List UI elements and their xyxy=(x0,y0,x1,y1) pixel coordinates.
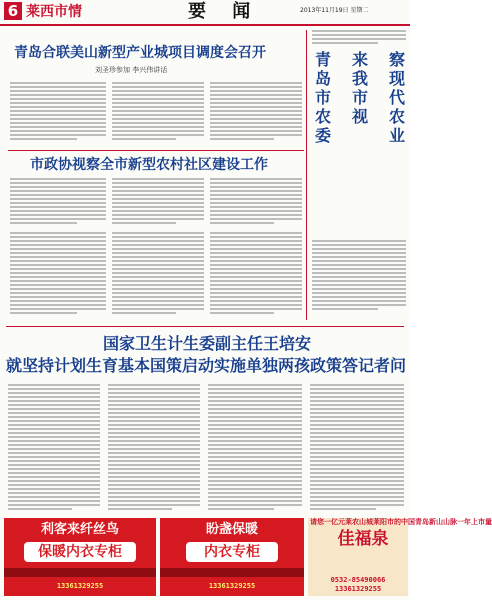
page-title: 要 闻 xyxy=(188,1,261,22)
side-headline-col-3: 察现代农业 xyxy=(388,50,405,145)
ad-3-phones: 0532-85490066 13361329255 xyxy=(330,576,386,593)
ad-2-phone: 13361329255 xyxy=(208,582,256,590)
side-headline-col-1: 青岛市农委 xyxy=(314,50,331,145)
ad-1-phone: 13361329255 xyxy=(56,582,104,590)
article-1-headline: 青岛合联美山新型产业城项目调度会召开 xyxy=(14,45,266,61)
page-number: 6 xyxy=(4,2,22,20)
masthead-rule xyxy=(0,24,410,26)
ad-underwear-2 xyxy=(160,518,304,596)
article-1-col-3 xyxy=(210,82,302,146)
ad-3-brand-logo: 佳福泉 xyxy=(337,529,389,549)
article-1-col-1 xyxy=(10,82,106,146)
article-2-col-3 xyxy=(210,178,302,226)
section-title: 莱西市情 xyxy=(26,4,82,20)
article-2-cont-1 xyxy=(10,232,106,320)
article-2-headline: 市政协视察全市新型农村社区建设工作 xyxy=(30,157,268,173)
article-3-col-2 xyxy=(108,384,200,512)
ad-1-bar xyxy=(4,568,156,577)
side-article-lead xyxy=(312,30,406,48)
ad-2-title: 盼盏保暖 xyxy=(205,522,258,537)
divider xyxy=(8,150,304,151)
article-2-cont-3 xyxy=(210,232,302,320)
article-2-col-1 xyxy=(10,178,106,226)
ad-2-subtitle: 内衣专柜 xyxy=(186,542,278,562)
article-1-byline: 刘圣珍参加 李兴伟讲话 xyxy=(95,66,168,74)
side-headline-col-2: 来我市视 xyxy=(351,50,368,126)
ad-jiafuquan xyxy=(308,518,492,596)
ad-2-bar xyxy=(160,568,304,577)
article-2-col-2 xyxy=(112,178,204,226)
column-divider xyxy=(306,30,307,320)
side-article-body xyxy=(312,240,406,318)
section-divider xyxy=(6,326,404,327)
ad-1-subtitle: 保暖内衣专柜 xyxy=(24,542,136,562)
article-1-col-2 xyxy=(112,82,204,146)
article-3-headline-line-2: 就坚持计划生育基本国策启动实施单独两孩政策答记者问 xyxy=(6,356,407,375)
article-3-col-1 xyxy=(8,384,100,512)
side-article-headline xyxy=(312,50,408,236)
article-3-headline-line-1: 国家卫生计生委副主任王培安 xyxy=(102,334,311,353)
article-3-col-3 xyxy=(208,384,302,512)
ad-underwear-1 xyxy=(4,518,156,596)
ad-3-headline: 请您一亿元莱农山城莱阳市的中国青岛新山山脉一年上市量 xyxy=(310,518,492,526)
ad-1-title: 利客来纤丝鸟 xyxy=(40,522,119,537)
article-2-cont-2 xyxy=(112,232,204,320)
issue-date: 2013年11月19日 星期二 xyxy=(300,7,369,14)
article-3-col-4 xyxy=(310,384,404,512)
